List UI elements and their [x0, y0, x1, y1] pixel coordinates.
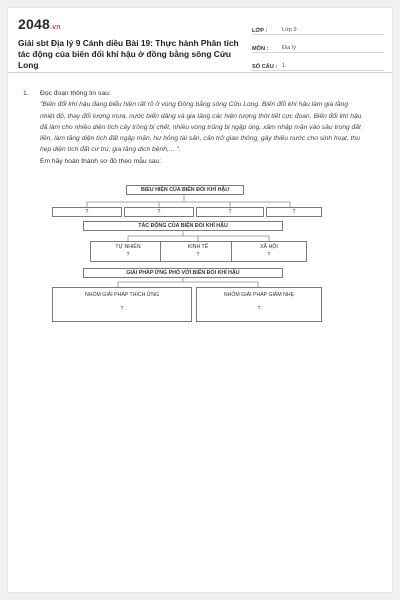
meta-key: SỐ CÂU : [252, 64, 278, 70]
meta-value: 1 [282, 63, 286, 69]
solution-label: NHÓM GIẢI PHÁP THÍCH ỨNG [85, 292, 159, 298]
document-page [8, 8, 392, 592]
meta-value: Lớp 9 [282, 27, 297, 33]
meta-key: LỚP : [252, 28, 268, 34]
node-impact-economy [160, 241, 236, 262]
impact-value: ? [267, 252, 271, 258]
impact-value: ? [196, 252, 200, 258]
node-impact-society [231, 241, 307, 262]
node-sign-1: ? [52, 207, 122, 217]
logo-tld: .vn [49, 24, 61, 31]
node-solution-adaptation [52, 287, 192, 322]
node-solution-mitigation [196, 287, 322, 322]
question-number: 1. [23, 90, 29, 97]
node-climate-change-solutions: GIẢI PHÁP ỨNG PHÓ VỚI BIẾN ĐỔI KHÍ HẬU [83, 268, 283, 278]
question-quote: "Biến đổi khí hậu đang biểu hiện rất rõ ở vùng Đồng bằng sông Cửu Long. Biến đổi khí hậu làm gia tăng nhiệt độ, thay đổi lượng mưa, nước biển dâng và gia tăng các hiện tượng thời tiết cực đoan. Biến đổi khí hậu đã làm cho nhiều diện tích cây trồng bị chết, nhiều vùng trũng bị ngập úng, xâm nhập mặn vào sâu trong đất liền, làm tăng diện tích đất ngập mặn, hư hỏng tài sản, cản trở giao thông, gây thiếu nước cho sinh hoạt, thu hẹp diện tích đất cư trú, gia tăng dịch bệnh,... ". [40, 101, 362, 154]
solution-value: ? [257, 306, 261, 312]
meta-key: MÔN : [252, 46, 269, 52]
node-sign-4: ? [266, 207, 322, 217]
node-impact-nature [90, 241, 166, 262]
impact-label: XÃ HỘI [260, 244, 278, 250]
node-climate-change-impacts: TÁC ĐỘNG CỦA BIẾN ĐỔI KHÍ HẬU [83, 221, 283, 231]
solution-label: NHÓM GIẢI PHÁP GIẢM NHẸ [223, 292, 295, 298]
solution-value: ? [120, 306, 124, 312]
node-sign-2: ? [124, 207, 194, 217]
node-sign-3: ? [196, 207, 264, 217]
impact-label: TỰ NHIÊN [115, 244, 141, 250]
impact-value: ? [126, 252, 130, 258]
question-instruction: Em hãy hoàn thành sơ đồ theo mẫu sau: [40, 157, 162, 165]
page-title: Giải sbt Địa lý 9 Cánh diều Bài 19: Thực hành Phân tích tác động của biến đổi khí hậu ở đồng bằng sông Cửu Long [18, 38, 239, 70]
logo-text: 2048 [18, 16, 50, 32]
meta-value: Địa lý [282, 45, 296, 51]
impact-label: KINH TẾ [187, 244, 209, 250]
node-climate-change-signs: BIỂU HIỆN CỦA BIẾN ĐỔI KHÍ HẬU [126, 185, 244, 195]
question-intro: Đọc đoạn thông tin sau: [40, 90, 111, 97]
